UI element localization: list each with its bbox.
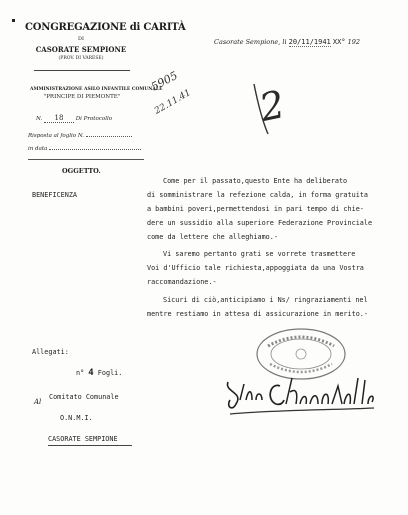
tick-mark (12, 19, 15, 22)
recipient-line-2: O.N.M.I. (60, 414, 93, 422)
handwritten-number: 5905 (149, 68, 180, 94)
protocol-number: 18 (44, 114, 74, 123)
town-name: CASORATE SEMPIONE (35, 45, 127, 54)
handwritten-annotation: 2 (255, 81, 289, 131)
body-line: di somministrare la refezione calda, in forma gratuita (147, 191, 368, 199)
body-line: raccomandazione.- (147, 278, 217, 286)
recipient-underline (48, 445, 132, 446)
organization-name: CONGREGAZIONE di CARITÀ (25, 22, 186, 33)
body-line: a bambini poveri,permettendosi in pari tempo di chie- (147, 205, 364, 213)
attachments-label: Allegati: (32, 348, 69, 356)
date-place: Casorate Sempione, li (214, 38, 287, 46)
dateline (214, 38, 360, 46)
recipient-al: Al (34, 398, 42, 406)
reply-row (28, 133, 132, 139)
date-roman: XX° (332, 38, 346, 46)
header-bottom-rule (28, 159, 144, 160)
in-data-label: in data (28, 146, 48, 152)
attachments-prefix: n° (76, 369, 85, 377)
protocol-row (36, 114, 132, 123)
subject-label: BENEFICENZA (32, 191, 78, 199)
reply-label: Risposta al foglio N. (28, 133, 85, 139)
letterhead-divider (34, 70, 130, 71)
recipient-line-1: Comitato Comunale (49, 393, 119, 401)
annotation-stroke (248, 76, 308, 138)
signature (222, 370, 380, 422)
province-label: (PROV. DI VARESE) (58, 56, 104, 61)
body-line: Vi saremo pertanto grati se vorrete trasmettere (163, 250, 356, 258)
protocol-prefix: N. (36, 116, 43, 122)
body-line: mentre restiamo in attesa di assicurazione in merito.- (147, 310, 368, 318)
in-data-row (28, 146, 141, 152)
date-year-suffix: 192 (347, 38, 361, 46)
in-data-line (49, 149, 141, 150)
body-line: Sicuri di ciò,anticipiamo i Ns/ ringraziamenti nel (163, 296, 368, 304)
administration-name: AMMINISTRAZIONE ASILO INFANTILE COMUNALE (30, 87, 163, 92)
handwritten-date: 22.11.41 (153, 87, 193, 117)
letterhead-di: DI (78, 36, 84, 42)
protocol-suffix: Di Protocollo (75, 116, 113, 122)
body-line: Voi d'Ufficio tale richiesta,appoggiata da una Vostra (147, 264, 364, 272)
prince-label: "PRINCIPE DI PIEMONTE" (43, 94, 121, 100)
attachments-count: 4 (88, 368, 94, 378)
body-line: Come per il passato,questo Ente ha deliberato (163, 177, 348, 185)
reply-line (86, 136, 132, 137)
recipient-line-3: CASORATE SEMPIONE (48, 435, 118, 443)
date-value: 20/11/1941 (288, 38, 331, 46)
oggetto-label: OGGETTO. (62, 167, 101, 175)
body-line: come da lettere che alleghiamo.- (147, 233, 278, 241)
attachments-unit: Fogli. (97, 369, 123, 377)
body-line: dere un sussidio alla superiore Federazione Provinciale (147, 219, 373, 227)
attachments-count-row (76, 368, 122, 378)
